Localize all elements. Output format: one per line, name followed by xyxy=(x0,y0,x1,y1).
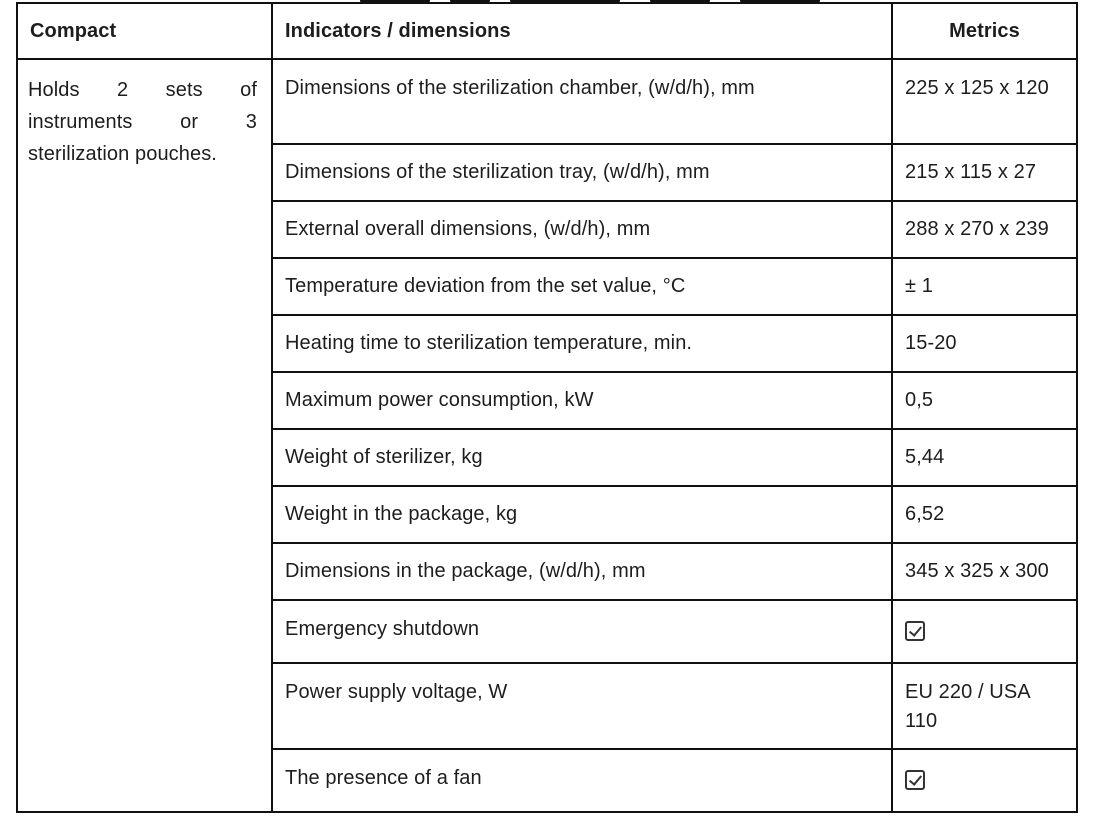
indicator-cell: Dimensions of the sterilization tray, (w/d/h), mm xyxy=(272,144,892,201)
indicator-cell: External overall dimensions, (w/d/h), mm xyxy=(272,201,892,258)
table-row xyxy=(17,59,1077,144)
metric-cell xyxy=(892,749,1077,812)
indicator-cell: Weight in the package, kg xyxy=(272,486,892,543)
specifications-table xyxy=(16,2,1078,813)
indicator-cell: Temperature deviation from the set value, °C xyxy=(272,258,892,315)
metric-cell: 288 x 270 x 239 xyxy=(892,201,1077,258)
indicator-cell: The presence of a fan xyxy=(272,749,892,812)
header-indicators: Indicators / dimensions xyxy=(272,3,892,59)
metric-cell: 5,44 xyxy=(892,429,1077,486)
checkbox-checked-icon xyxy=(905,770,925,790)
compact-description: Holds 2 sets of instruments or 3 sterilization pouches. xyxy=(28,79,257,165)
metric-cell: ± 1 xyxy=(892,258,1077,315)
metric-cell: 15-20 xyxy=(892,315,1077,372)
metric-cell xyxy=(892,600,1077,663)
indicator-cell: Power supply voltage, W xyxy=(272,663,892,749)
checkbox-checked-icon xyxy=(905,621,925,641)
indicator-cell: Weight of sterilizer, kg xyxy=(272,429,892,486)
indicator-cell: Emergency shutdown xyxy=(272,600,892,663)
table-header-row xyxy=(17,3,1077,59)
metric-cell: EU 220 / USA 110 xyxy=(892,663,1077,749)
indicator-cell: Maximum power consumption, kW xyxy=(272,372,892,429)
metric-cell: 225 x 125 x 120 xyxy=(892,59,1077,144)
header-compact: Compact xyxy=(17,3,272,59)
indicator-cell: Heating time to sterilization temperature, min. xyxy=(272,315,892,372)
metric-cell: 215 x 115 x 27 xyxy=(892,144,1077,201)
indicator-cell: Dimensions in the package, (w/d/h), mm xyxy=(272,543,892,600)
compact-description-cell xyxy=(17,59,272,812)
metric-cell: 345 x 325 x 300 xyxy=(892,543,1077,600)
header-metrics: Metrics xyxy=(892,3,1077,59)
indicator-cell: Dimensions of the sterilization chamber, (w/d/h), mm xyxy=(272,59,892,144)
metric-cell: 6,52 xyxy=(892,486,1077,543)
metric-cell: 0,5 xyxy=(892,372,1077,429)
